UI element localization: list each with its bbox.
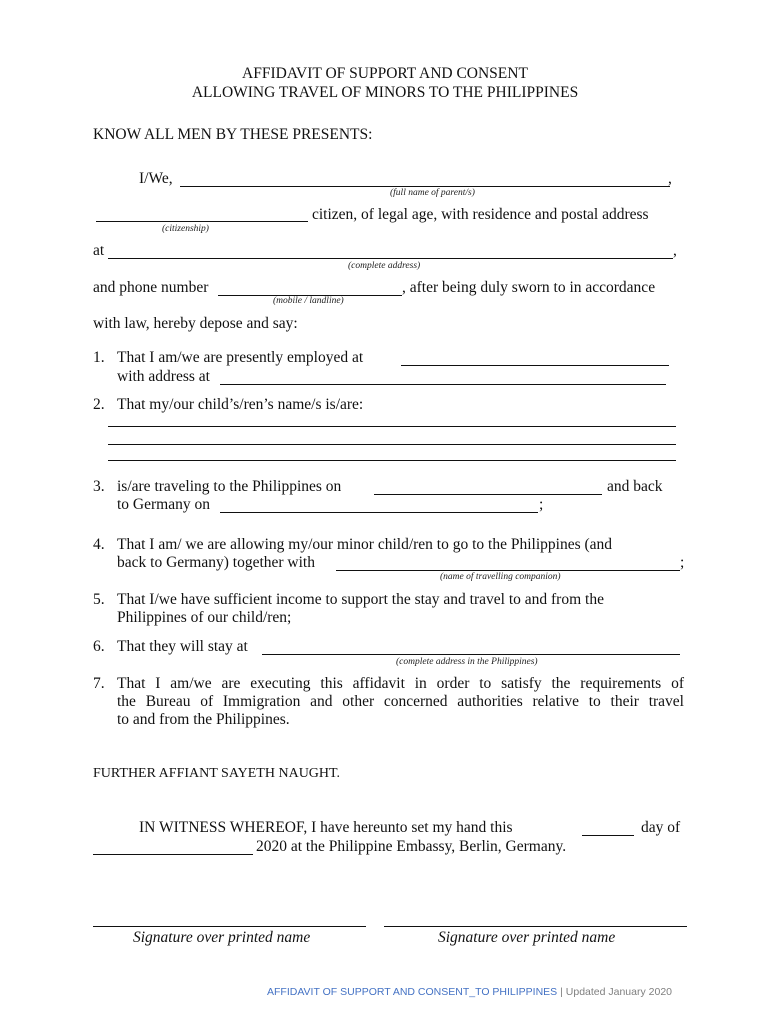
phone-hint: (mobile / landline): [273, 296, 344, 306]
intro-heading: KNOW ALL MEN BY THESE PRESENTS:: [93, 126, 373, 143]
item-1-line2: with address at: [117, 368, 210, 385]
employer-address-field[interactable]: [220, 384, 666, 385]
address-field[interactable]: [108, 258, 673, 259]
parents-prefix: I/We,: [139, 170, 173, 187]
parents-hint: (full name of parent/s): [390, 188, 475, 198]
day-field[interactable]: [582, 835, 634, 836]
footer-title: AFFIDAVIT OF SUPPORT AND CONSENT_TO PHILIPPINES: [267, 986, 558, 998]
item-6-number: 6.: [93, 638, 105, 655]
item-3-number: 3.: [93, 478, 105, 495]
item-5-number: 5.: [93, 591, 105, 608]
signature-label-2: Signature over printed name: [438, 929, 616, 946]
companion-hint: (name of travelling companion): [440, 572, 561, 582]
phone-suffix: , after being duly sworn to in accordance: [402, 279, 656, 296]
document-title: AFFIDAVIT OF SUPPORT AND CONSENT: [242, 65, 528, 82]
address-hint: (complete address): [348, 261, 421, 271]
witness-line2: 2020 at the Philippine Embassy, Berlin, Germany.: [256, 838, 567, 855]
item-5-line2: Philippines of our child/ren;: [117, 609, 292, 626]
child-name-field-3[interactable]: [108, 460, 676, 461]
item-3-and-back: and back: [607, 478, 663, 495]
item-3-text: is/are traveling to the Philippines on: [117, 478, 342, 495]
item-4-number: 4.: [93, 536, 105, 553]
address-comma: ,: [673, 242, 677, 259]
item-7-text: That I am/we are executing this affidavit in order to satisfy the requirements of: [117, 675, 684, 692]
parents-name-field[interactable]: [180, 186, 670, 187]
parents-comma: ,: [668, 170, 672, 187]
footer-updated: Updated January 2020: [565, 986, 673, 998]
item-4-end: ;: [680, 554, 685, 571]
item-2-number: 2.: [93, 396, 105, 413]
citizenship-field[interactable]: [96, 221, 308, 222]
citizenship-text: citizen, of legal age, with residence and postal address: [312, 206, 649, 223]
signature-line-1[interactable]: [93, 926, 366, 927]
departure-date-field[interactable]: [374, 494, 602, 495]
address-prefix: at: [93, 242, 105, 259]
child-name-field-1[interactable]: [108, 426, 676, 427]
page-footer: [267, 986, 672, 998]
further-affiant: FURTHER AFFIANT SAYETH NAUGHT.: [93, 766, 341, 781]
signature-line-2[interactable]: [384, 926, 687, 927]
document-subtitle: ALLOWING TRAVEL OF MINORS TO THE PHILIPPINES: [191, 84, 579, 101]
phone-prefix: and phone number: [93, 279, 209, 296]
citizenship-hint: (citizenship): [162, 224, 209, 234]
child-name-field-2[interactable]: [108, 444, 676, 445]
item-4-line2: back to Germany) together with: [117, 554, 315, 571]
stay-address-hint: (complete address in the Philippines): [396, 657, 538, 667]
witness-day-of: day of: [641, 819, 681, 836]
footer-separator: |: [560, 986, 563, 998]
item-3-line2: to Germany on: [117, 496, 210, 513]
item-7-number: 7.: [93, 675, 105, 692]
item-3-end: ;: [539, 496, 544, 513]
item-7-line2: the Bureau of Immigration and other concerned authorities relative to their travel: [117, 693, 684, 710]
depose-text: with law, hereby depose and say:: [93, 315, 298, 332]
item-2-text: That my/our child’s/ren’s name/s is/are:: [117, 396, 364, 413]
stay-address-field[interactable]: [262, 654, 680, 655]
item-1-text: That I am/we are presently employed at: [117, 349, 364, 366]
return-date-field[interactable]: [220, 512, 538, 513]
item-5-text: That I/we have sufficient income to support the stay and travel to and from the: [117, 591, 604, 608]
month-field[interactable]: [93, 854, 253, 855]
item-1-number: 1.: [93, 349, 105, 366]
employer-field[interactable]: [401, 365, 669, 366]
witness-line1: IN WITNESS WHEREOF, I have hereunto set my hand this: [139, 819, 513, 836]
item-7-line3: to and from the Philippines.: [117, 711, 290, 728]
item-6-text: That they will stay at: [117, 638, 248, 655]
companion-field[interactable]: [336, 570, 680, 571]
item-4-text: That I am/ we are allowing my/our minor child/ren to go to the Philippines (and: [117, 536, 613, 553]
signature-label-1: Signature over printed name: [133, 929, 311, 946]
